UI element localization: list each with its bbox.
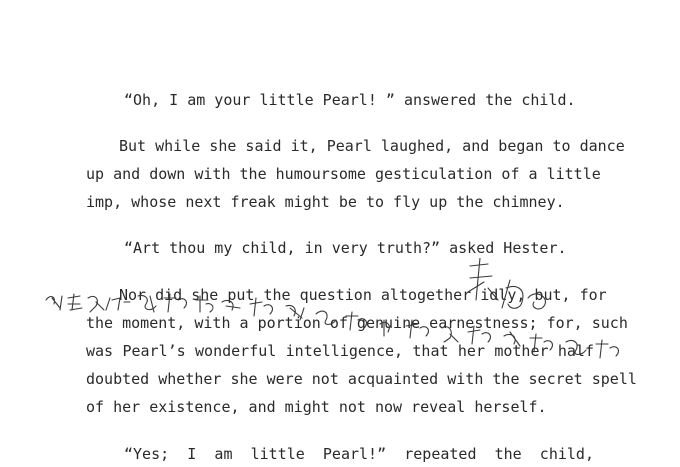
paragraph-line: “Yes; I am little Pearl!” repeated the child, (124, 445, 594, 463)
paragraph-line: Nor did she put the question altogether idly, but, for (119, 286, 607, 304)
paragraph-line: “Art thou my child, in very truth?” asked Hester. (124, 239, 567, 257)
paragraph-line: was Pearl’s wonderful intelligence, that her mother half (86, 342, 594, 360)
paragraph-line: up and down with the humoursome gesticulation of a little (86, 165, 601, 183)
paragraph-line: the moment, with a portion of genuine earnestness; for, such (86, 314, 628, 332)
paragraph-line: imp, whose next freak might be to fly up the chimney. (86, 193, 565, 211)
paragraph-line: of her existence, and might not now reveal herself. (86, 398, 547, 416)
paragraph-line: But while she said it, Pearl laughed, and began to dance (119, 137, 625, 155)
paragraph-line: “Oh, I am your little Pearl! ” answered the child. (124, 91, 576, 109)
paragraph-line: doubted whether she were not acquainted with the secret spell (86, 370, 637, 388)
